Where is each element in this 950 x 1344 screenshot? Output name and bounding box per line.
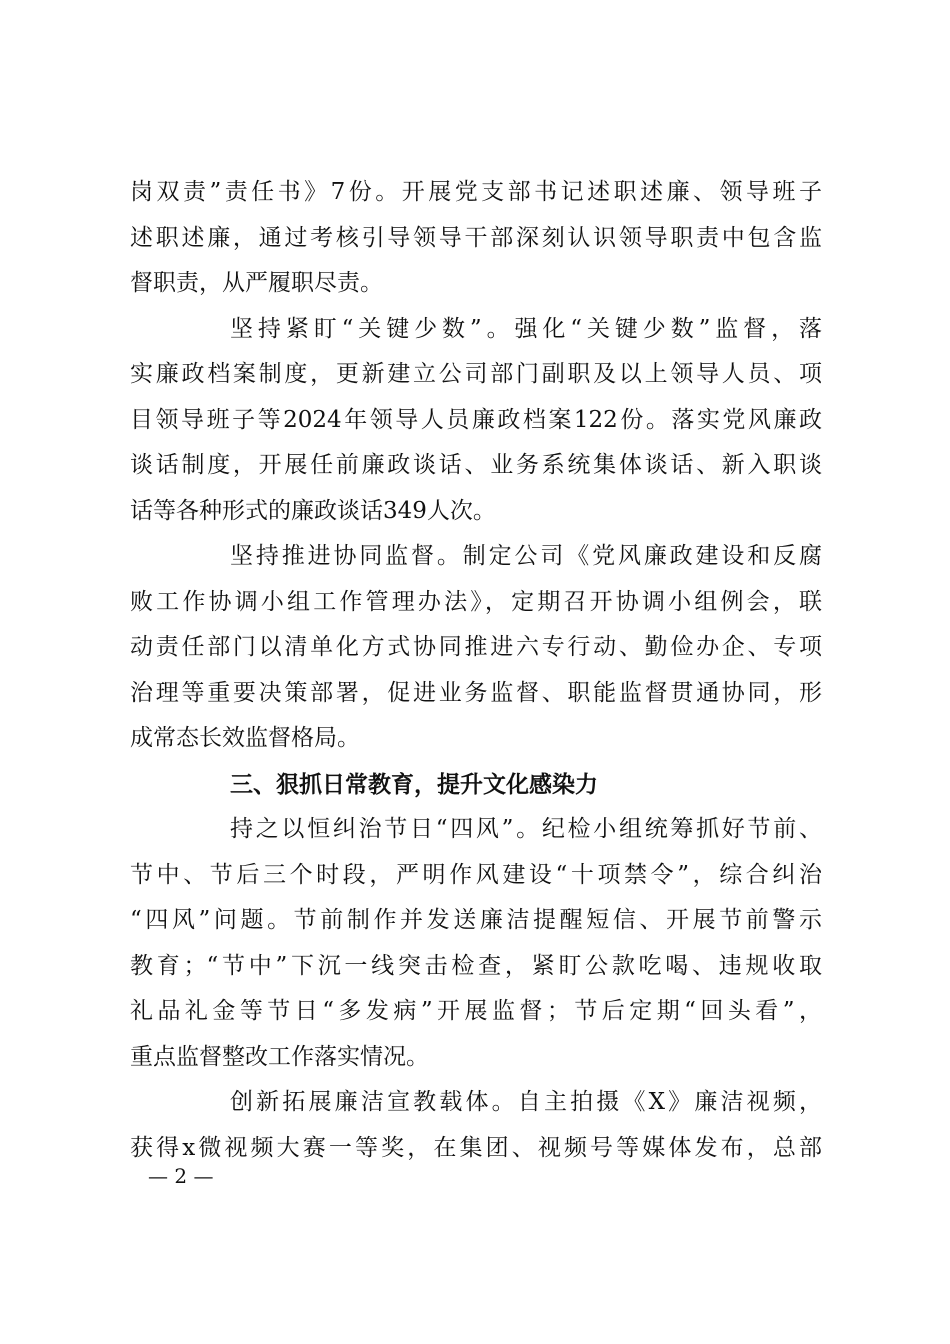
paragraph-start-line: 坚持推进协同监督。制定公司《党风廉政建设和反腐 <box>230 543 822 569</box>
text-line: 节中、节后三个时段，严明作风建设“十项禁令”，综合纠治 <box>130 861 822 888</box>
paragraph-start-line: 创新拓展廉洁宣教载体。自主拍摄《X》廉洁视频， <box>230 1089 822 1115</box>
text-line: 督职责，从严履职尽责。 <box>130 270 383 296</box>
text-line: 目领导班子等2024年领导人员廉政档案122份。落实党风廉政 <box>130 406 822 433</box>
paragraph-start-line: 坚持紧盯“关键少数”。强化“关键少数”监督，落 <box>230 315 822 342</box>
text-line: 岗双责”责任书》7份。开展党支部书记述职述廉、领导班子 <box>130 179 822 205</box>
text-line: 礼品礼金等节日“多发病”开展监督；节后定期“回头看”， <box>130 998 822 1024</box>
text-line: 获得x微视频大赛一等奖，在集团、视频号等媒体发布，总部 <box>130 1134 822 1161</box>
text-line: 重点监督整改工作落实情况。 <box>130 1043 429 1070</box>
paragraph-start-line: 持之以恒纠治节日“四风”。纪检小组统筹抓好节前、 <box>230 816 822 842</box>
text-line: 成常态长效监督格局。 <box>130 725 360 751</box>
document-body <box>130 170 822 1171</box>
text-line: 动责任部门以清单化方式协同推进六专行动、勤俭办企、专项 <box>130 634 822 660</box>
text-line: 实廉政档案制度，更新建立公司部门副职及以上领导人员、项 <box>130 361 822 387</box>
text-line: 治理等重要决策部署，促进业务监督、职能监督贯通协同，形 <box>130 679 822 706</box>
text-line: “四风”问题。节前制作并发送廉洁提醒短信、开展节前警示 <box>130 907 822 933</box>
section-heading: 三、狠抓日常教育，提升文化感染力 <box>230 770 598 798</box>
text-line: 败工作协调小组工作管理办法》，定期召开协调小组例会，联 <box>130 588 822 615</box>
text-line: 教育；“节中”下沉一线突击检查，紧盯公款吃喝、违规收取 <box>130 952 822 979</box>
page-number: — 2 — <box>148 1164 214 1188</box>
text-line: 谈话制度，开展任前廉政谈话、业务系统集体谈话、新入职谈 <box>130 452 822 478</box>
text-line: 述职述廉，通过考核引导领导干部深刻认识领导职责中包含监 <box>130 224 822 251</box>
text-line: 话等各种形式的廉政谈话349人次。 <box>130 497 496 524</box>
